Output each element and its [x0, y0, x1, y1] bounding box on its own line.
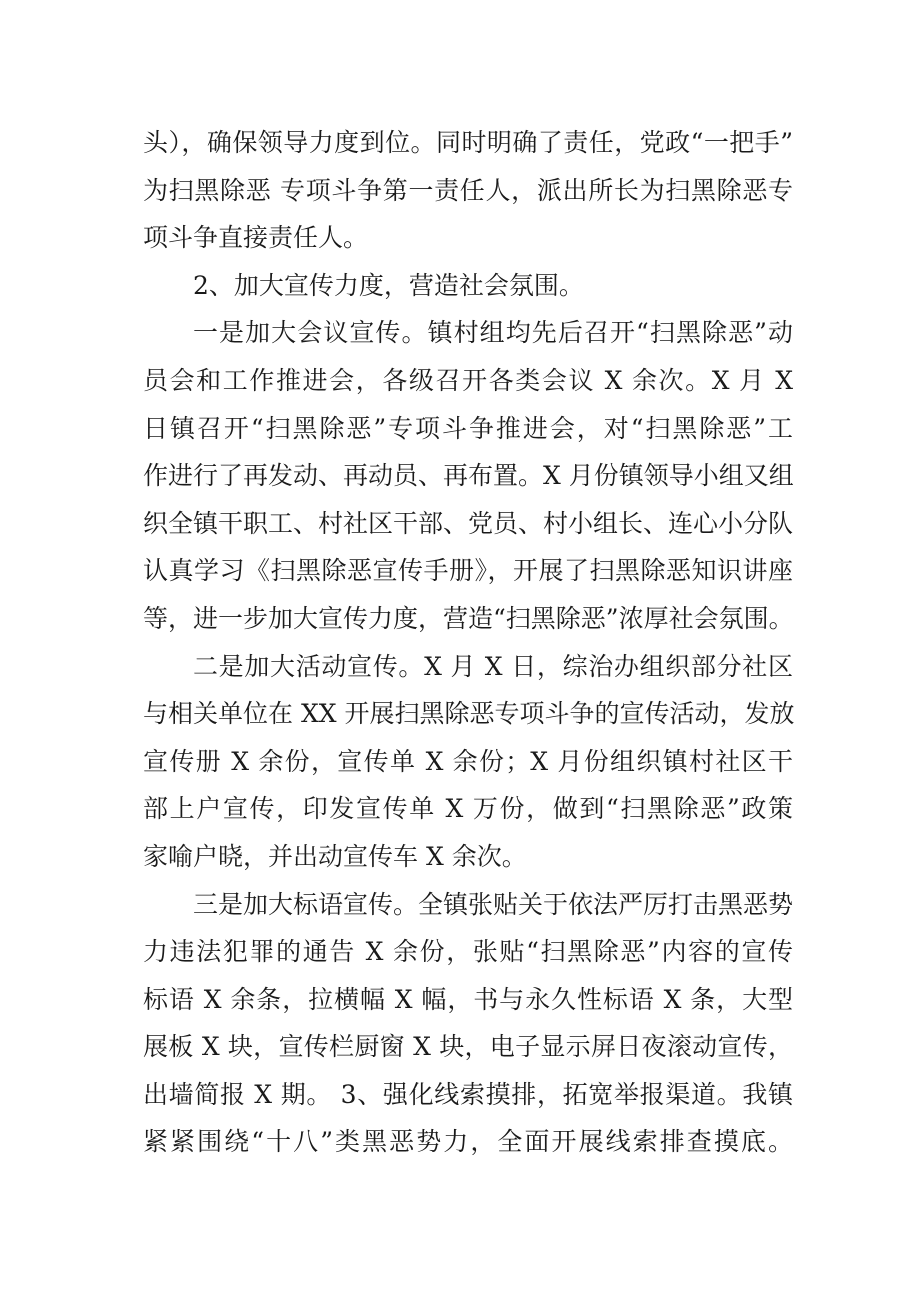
- text-line: 项斗争直接责任人。: [143, 223, 369, 253]
- document-body: [143, 119, 793, 1166]
- text-line: 二是加大活动宣传。X 月 X 日，综治办组织部分社区: [193, 651, 793, 681]
- text-line: 为扫黑除恶 专项斗争第一责任人，派出所长为扫黑除恶专: [143, 175, 793, 205]
- text-line: 家喻户晓，并出动宣传车 X 余次。: [143, 841, 527, 871]
- text-line: 力违法犯罪的通告 X 余份，张贴“扫黑除恶”内容的宣传: [143, 937, 793, 967]
- text-line: 标语 X 余条，拉横幅 X 幅，书与永久性标语 X 条，大型: [143, 984, 793, 1014]
- text-line: 紧紧围绕“十八”类黑恶势力，全面开展线索排查摸底。: [143, 1127, 793, 1157]
- text-line: 等，进一步加大宣传力度，营造“扫黑除恶”浓厚社会氛围。: [143, 603, 794, 633]
- text-line: 出墙简报 X 期。 3、强化线索摸排，拓宽举报渠道。我镇: [143, 1079, 793, 1109]
- text-line: 认真学习《扫黑除恶宣传手册》，开展了扫黑除恶知识讲座: [143, 556, 793, 586]
- text-line: 员会和工作推进会，各级召开各类会议 X 余次。X 月 X: [143, 365, 793, 395]
- section-heading: 2、加大宣传力度，营造社会氛围。: [193, 270, 584, 300]
- text-line: 作进行了再发动、再动员、再布置。X 月份镇领导小组又组: [143, 461, 794, 491]
- text-line: 头），确保领导力度到位。同时明确了责任，党政“一把手”: [143, 128, 793, 157]
- text-line: 宣传册 X 余份，宣传单 X 余份；X 月份组织镇村社区干: [143, 746, 793, 776]
- text-line: 一是加大会议宣传。镇村组均先后召开“扫黑除恶”动: [193, 318, 793, 348]
- text-line: 与相关单位在 XX 开展扫黑除恶专项斗争的宣传活动，发放: [143, 699, 795, 729]
- text-line: 展板 X 块，宣传栏厨窗 X 块，电子显示屏日夜滚动宣传，: [143, 1032, 793, 1062]
- text-line: 日镇召开“扫黑除恶”专项斗争推进会，对“扫黑除恶”工: [143, 413, 793, 443]
- text-line: 部上户宣传，印发宣传单 X 万份，做到“扫黑除恶”政策: [143, 794, 793, 824]
- text-line: 三是加大标语宣传。全镇张贴关于依法严厉打击黑恶势: [193, 889, 794, 919]
- text-line: 织全镇干职工、村社区干部、党员、村小组长、连心小分队: [143, 508, 794, 538]
